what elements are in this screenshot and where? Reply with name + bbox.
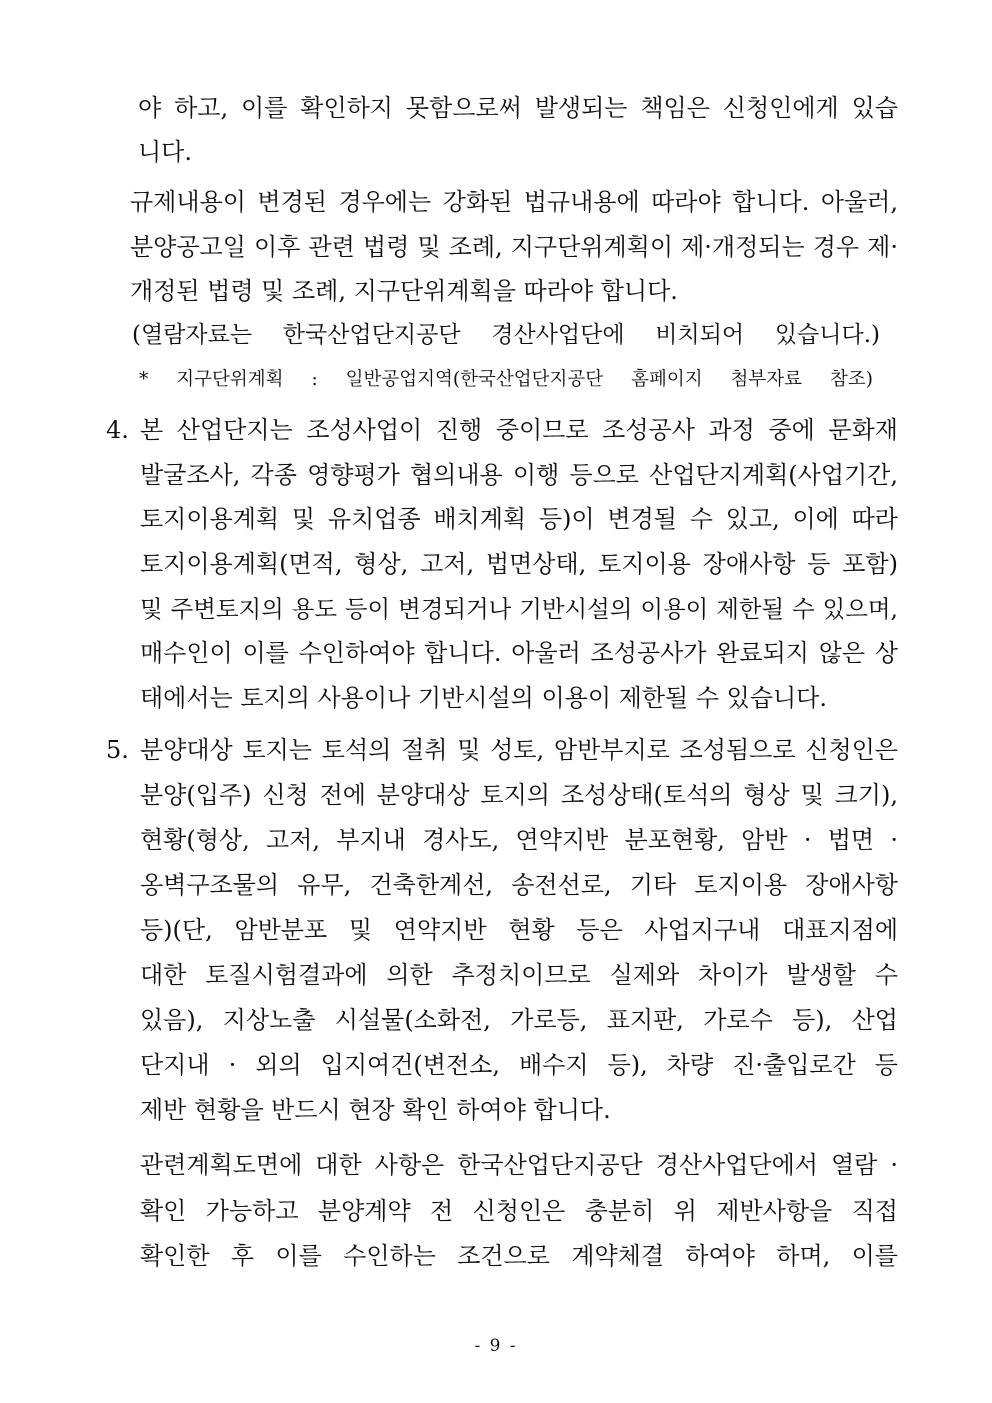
paragraph-line: 분양공고일 이후 관련 법령 및 조례, 지구단위계획이 제·개정되는 경우 제· <box>130 233 898 261</box>
viewing-note: (열람자료는 한국산업단지공단 경산사업단에 비치되어 있습니다.) <box>132 322 880 348</box>
item-5-line: 등)(단, 암반분포 및 연약지반 현황 등은 사업지구내 대표지점에 <box>140 916 898 944</box>
item-4-line: 매수인이 이를 수인하여야 합니다. 아울러 조성공사가 완료되지 않은 상 <box>140 639 898 667</box>
item-5-line: 분양(입주) 신청 전에 분양대상 토지의 조성상태(토석의 형상 및 크기), <box>140 781 898 809</box>
plan-note: * 지구단위계획 : 일반공업지역(한국산업단지공단 홈페이지 첨부자료 참조) <box>139 369 873 390</box>
item-4-line: 태에서는 토지의 사용이나 기반시설의 이용이 제한될 수 있습니다. <box>140 684 827 712</box>
item-5-line: 옹벽구조물의 유무, 건축한계선, 송전선로, 기타 토지이용 장애사항 <box>140 871 898 899</box>
item-5-extra-line: 확인 가능하고 분양계약 전 신청인은 충분히 위 제반사항을 직접 <box>140 1197 898 1225</box>
item-5-extra-line: 확인한 후 이를 수인하는 조건으로 계약체결 하여야 하며, 이를 <box>140 1242 898 1270</box>
item-4-line: 및 주변토지의 용도 등이 변경되거나 기반시설의 이용이 제한될 수 있으며, <box>140 595 898 623</box>
item-5-line: 제반 현황을 반드시 현장 확인 하여야 합니다. <box>140 1096 611 1124</box>
paragraph-line: 야 하고, 이를 확인하지 못함으로써 발생되는 책임은 신청인에게 있습 <box>138 94 898 122</box>
item-5-line: 있음), 지상노출 시설물(소화전, 가로등, 표지판, 가로수 등), 산업 <box>140 1006 898 1034</box>
item-5-line: 단지내 · 외의 입지여건(변전소, 배수지 등), 차량 진·출입로간 등 <box>140 1051 898 1079</box>
item-4-line: 본 산업단지는 조성사업이 진행 중이므로 조성공사 과정 중에 문화재 <box>140 416 898 444</box>
paragraph-line: 규제내용이 변경된 경우에는 강화된 법규내용에 따라야 합니다. 아울러, <box>130 188 898 216</box>
item-5-number: 5. <box>106 736 129 764</box>
paragraph-line: 니다. <box>138 138 192 166</box>
item-4-line: 발굴조사, 각종 영향평가 협의내용 이행 등으로 산업단지계획(사업기간, <box>140 461 898 489</box>
item-5-line: 현황(형상, 고저, 부지내 경사도, 연약지반 분포현황, 암반 · 법면 · <box>140 826 898 854</box>
item-4-line: 토지이용계획 및 유치업종 배치계획 등)이 변경될 수 있고, 이에 따라 <box>140 505 898 533</box>
item-4-line: 토지이용계획(면적, 형상, 고저, 법면상태, 토지이용 장애사항 등 포함) <box>140 550 898 578</box>
paragraph-line: 개정된 법령 및 조례, 지구단위계획을 따라야 합니다. <box>130 277 678 305</box>
item-5-extra-line: 관련계획도면에 대한 사항은 한국산업단지공단 경산사업단에서 열람 · <box>140 1151 898 1179</box>
item-5-line: 대한 토질시험결과에 의한 추정치이므로 실제와 차이가 발생할 수 <box>140 961 898 989</box>
page-number: - 9 - <box>474 1336 518 1356</box>
item-4-number: 4. <box>106 416 129 444</box>
item-5-line: 분양대상 토지는 토석의 절취 및 성토, 암반부지로 조성됨으로 신청인은 <box>140 736 898 764</box>
